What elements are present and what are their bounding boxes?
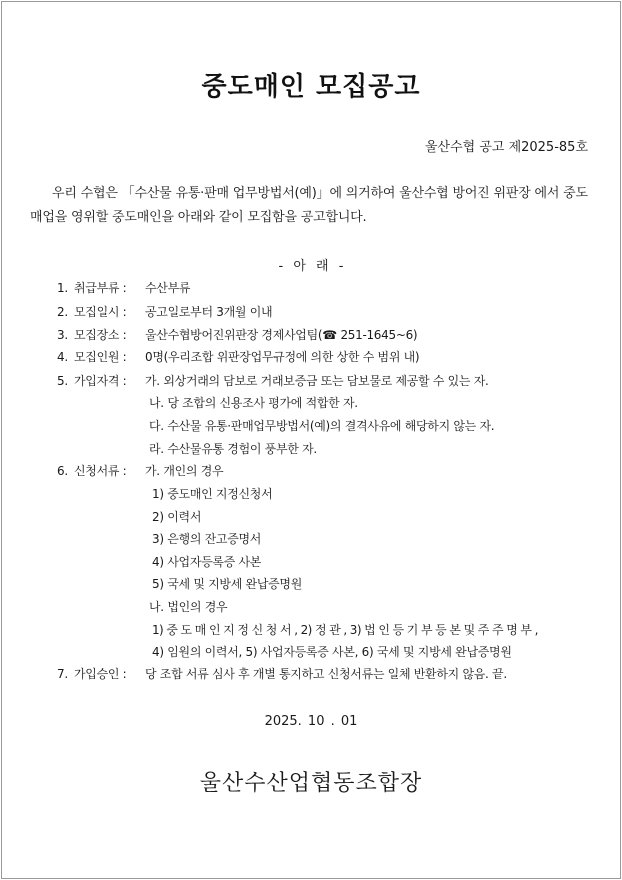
individual-doc-1: 1) 중도매인 지정신청서 bbox=[152, 487, 273, 501]
item-6-number: 6. bbox=[57, 464, 68, 478]
individual-doc-4: 4) 사업자등록증 사본 bbox=[152, 555, 262, 569]
item-1-value: 수산부류 bbox=[145, 281, 191, 295]
notice-page bbox=[1, 1, 621, 879]
item-2-value: 공고일로부터 3개월 이내 bbox=[145, 305, 273, 319]
qualification-b: 나. 당 조합의 신용조사 평가에 적합한 자. bbox=[149, 396, 358, 410]
item-3-label: 모집장소 : bbox=[74, 328, 127, 342]
qualification-c: 다. 수산물 유통·판매업무방법서(예)의 결격사유에 해당하지 않는 자. bbox=[149, 419, 495, 433]
item-2-number: 2. bbox=[57, 305, 68, 319]
item-1-number: 1. bbox=[57, 281, 68, 295]
intro-paragraph: 우리 수협은 「수산물 유통·판매 업무방법서(예)」에 의거하여 울산수협 방어진 위판장 에서 중도매업을 영위할 중도매인을 아래와 같이 모집함을 공고합니다. bbox=[30, 186, 588, 225]
item-3-value: 울산수협방어진위판장 경제사업팀(☎ 251-1645~6) bbox=[145, 328, 418, 342]
item-4-label: 모집인원 : bbox=[74, 350, 127, 364]
issuer-name: 울산수산업협동조합장 bbox=[199, 771, 423, 796]
individual-doc-5: 5) 국세 및 지방세 완납증명원 bbox=[152, 577, 302, 591]
corporate-docs-line-2: 4) 임원의 이력서, 5) 사업자등록증 사본, 6) 국세 및 지방세 완납증명원 bbox=[152, 645, 512, 659]
qualification-d: 라. 수산물유통 경험이 풍부한 자. bbox=[149, 442, 317, 456]
individual-doc-2: 2) 이력서 bbox=[152, 510, 202, 524]
item-3-number: 3. bbox=[57, 328, 68, 342]
item-4-value: 0명(우리조합 위판장업무규정에 의한 상한 수 범위 내) bbox=[145, 350, 420, 364]
notice-title: 중도매인 모집공고 bbox=[201, 72, 421, 102]
item-6-label: 신청서류 : bbox=[74, 464, 127, 478]
corporate-case-title: 나. 법인의 경우 bbox=[149, 600, 228, 614]
item-4-number: 4. bbox=[57, 350, 68, 364]
notice-date: 2025. 10 . 01 bbox=[264, 714, 358, 729]
section-heading: - 아 래 - bbox=[278, 259, 344, 274]
item-5-value: 가. 외상거래의 담보로 거래보증금 또는 담보물로 제공할 수 있는 자. bbox=[145, 374, 489, 388]
item-2-label: 모집일시 : bbox=[74, 305, 127, 319]
item-7-value: 당 조합 서류 심사 후 개별 통지하고 신청서류는 일체 반환하지 않음. 끝. bbox=[145, 667, 507, 681]
item-1-label: 취급부류 : bbox=[74, 281, 127, 295]
notice-number: 울산수협 공고 제2025-85호 bbox=[424, 140, 588, 155]
item-5-number: 5. bbox=[57, 374, 68, 388]
corporate-docs-line-1: 1) 중 도 매 인 지 정 신 청 서 , 2) 정 관 , 3) 법 인 등 기 부 등 본 및 주 주 명 부 , bbox=[152, 623, 538, 637]
item-5-label: 가입자격 : bbox=[74, 374, 127, 388]
item-7-number: 7. bbox=[57, 667, 68, 681]
individual-doc-3: 3) 은행의 잔고증명서 bbox=[152, 532, 262, 546]
item-7-label: 가입승인 : bbox=[74, 667, 127, 681]
individual-case-title: 가. 개인의 경우 bbox=[145, 464, 224, 478]
